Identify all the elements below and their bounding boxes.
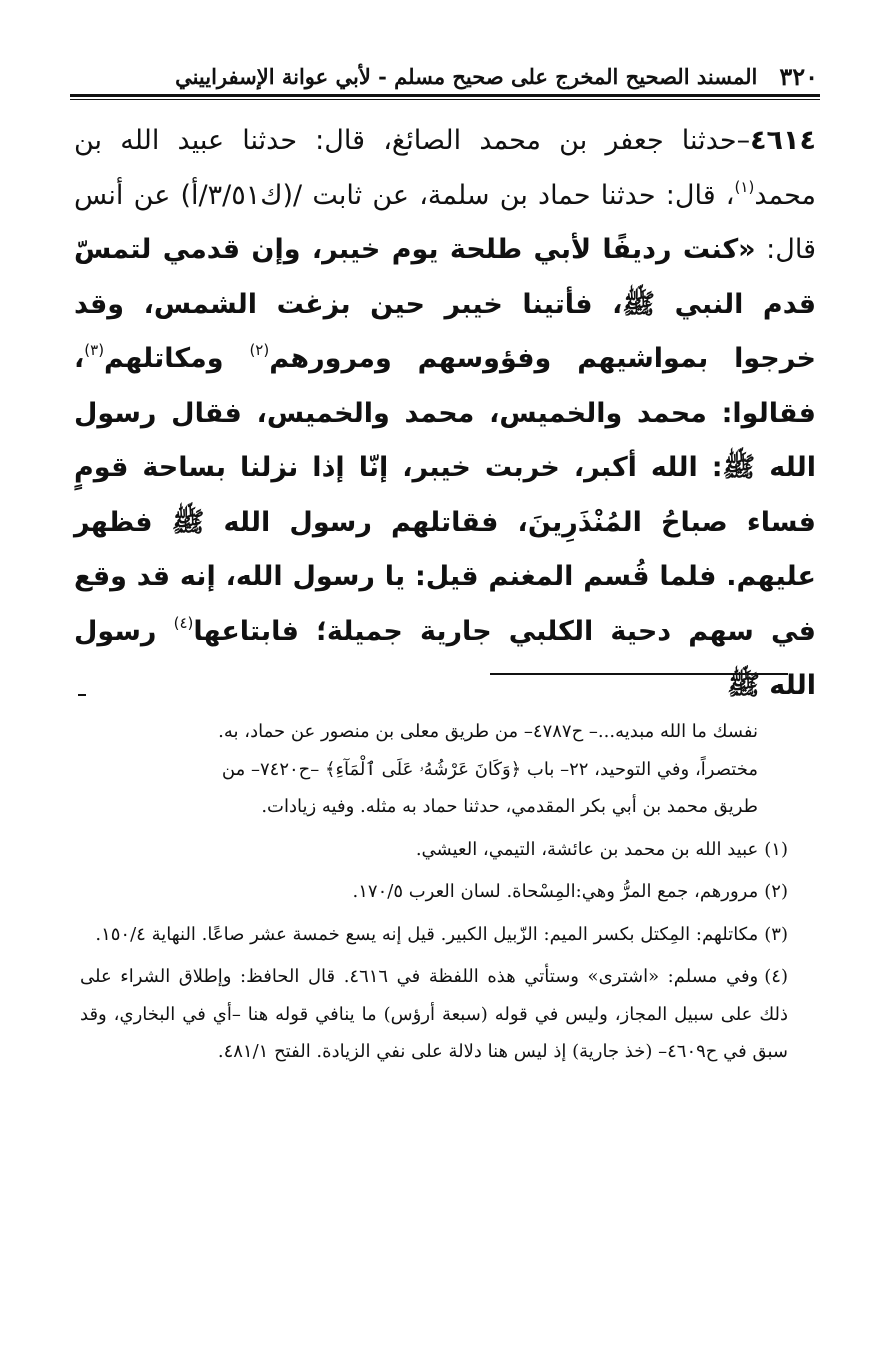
main-text: [74, 114, 816, 714]
footnote-ref-1: (١): [734, 177, 755, 196]
footnote-3: [80, 916, 788, 954]
footnote-4: [80, 958, 788, 1071]
footnote-text: مرورهم، جمع المرُّ وهي:المِسْحاة. لسان العرب ١٧٠/٥.: [352, 881, 759, 902]
footnote-marker: (٣): [764, 923, 788, 945]
footnote-separator: [490, 673, 788, 675]
running-title: المسند الصحيح المخرج على صحيح مسلم - لأبي عوانة الإسفراييني: [175, 63, 758, 89]
footnote-continuation-line: نفسك ما الله مبديه...– ح٤٧٨٧– من طريق معلى بن منصور عن حماد، به.: [218, 721, 758, 742]
hadith-matn-4: رسول الله ﷺ: [74, 615, 816, 701]
page-header: [78, 58, 818, 94]
footnote-continuation: [80, 713, 788, 826]
footnote-ref-4: (٤): [173, 613, 194, 632]
header-rule: [70, 94, 820, 100]
footnote-continuation-line: طريق محمد بن أبي بكر المقدمي، حدثنا حماد به مثله. وفيه زيادات.: [261, 796, 758, 817]
footnote-continuation-line: مختصراً، وفي التوحيد، ٢٢– باب ﴿وَكَانَ عَرْشُهُۥ عَلَى ٱلْمَآءِ﴾ –ح٧٤٢٠– من: [221, 758, 758, 780]
footnote-text: وفي مسلم: «اشترى» وستأتي هذه اللفظة في ٤٦١٦. قال الحافظ: وإطلاق الشراء على ذلك على سبيل المجاز، وليس في قوله (سبعة أرؤس) ما ينافي قوله هنا –أي في البخاري، وقد سبق في ح٤٦٠٩– (خذ جارية) إذ ليس هنا دلالة على نفي الزيادة. الفتح ٤٨١/١.: [80, 966, 788, 1062]
footnote-marker: (٤): [764, 966, 788, 987]
hadith-isnad-cont: ، قال: حدثنا حماد بن سلمة، عن ثابت /(ك٣/٥١/أ) عن أنس قال:: [74, 179, 816, 265]
footnote-text: عبيد الله بن محمد بن عائشة، التيمي، العيشي.: [415, 838, 759, 860]
hadith-matn: «كنت رديفًا لأبي طلحة يوم خيبر، وإن قدمي لتمسّ قدم النبي ﷺ، فأتينا خيبر حين بزغت الشمس، وقد خرجوا بمواشيهم وفؤوسهم ومرورهم: [74, 234, 816, 374]
footnotes: [80, 713, 788, 1071]
footnote-marker: (١): [764, 838, 788, 860]
hadith-paragraph: [74, 114, 816, 714]
hadith-matn-3: ، فقالوا: محمد والخميس، محمد والخميس، فقال رسول الله ﷺ: الله أكبر، خربت خيبر، إنّا إذا نزلنا بساحة قومٍ فساء صباحُ المُنْذَرِينَ، فقاتلهم رسول الله ﷺ فظهر عليهم. فلما قُسم المغنم قيل: يا رسول الله، إنه قد وقع في سهم دحية الكلبي جارية جميلة؛ فابتاعها: [74, 343, 816, 647]
footnote-ref-3: (٣): [84, 341, 105, 359]
footnote-2: [80, 873, 788, 911]
footnote-text: مكاتلهم: المِكتل بكسر الميم: الزّبيل الكبير. قيل إنه يسع خمسة عشر صاعًا. النهاية ١٥٠/٤.: [95, 923, 759, 945]
continuation-mark: [78, 694, 86, 696]
hadith-isnad: –حدثنا جعفر بن محمد الصائغ، قال: حدثنا عبيد الله بن محمد: [74, 125, 816, 211]
hadith-matn-2: ومكاتلهم: [104, 343, 250, 374]
footnote-1: [80, 831, 788, 869]
hadith-number: ٤٦١٤: [750, 125, 816, 156]
footnote-ref-2: (٢): [249, 341, 270, 359]
footnote-marker: (٢): [764, 881, 788, 902]
page-number: ٣٢٠: [779, 61, 818, 91]
